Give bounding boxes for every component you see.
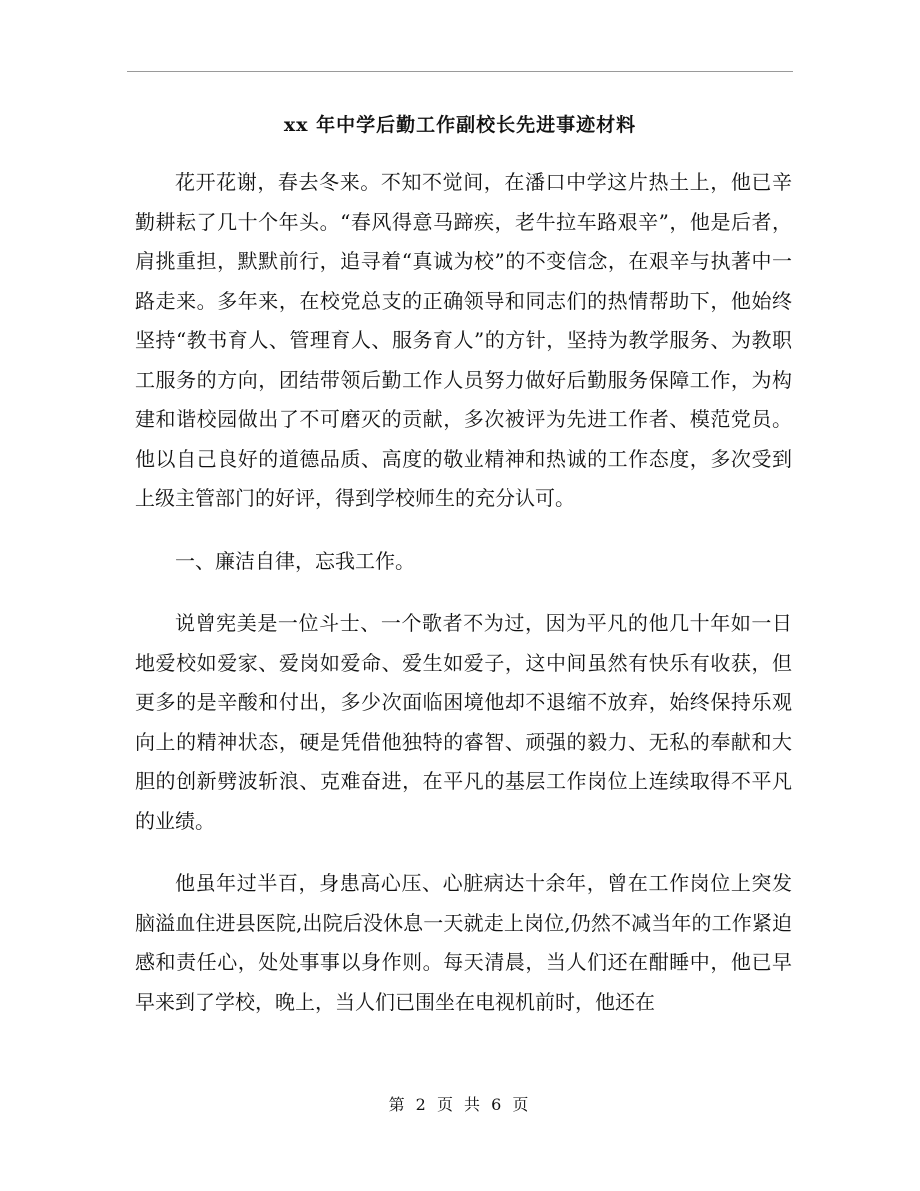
body-paragraph: 说曾宪美是一位斗士、一个歌者不为过，因为平凡的他几十年如一日地爱校如爱家、爱岗如爱命、爱生如爱子，这中间虽然有快乐有收获，但更多的是辛酸和付出，多少次面临困境他却不退缩不放弃，始终保持乐观向上的精神状态，硬是凭借他独特的睿智、顽强的毅力、无私的奉献和大胆的创新劈波斩浪、克难奋进，在平凡的基层工作岗位上连续取得不平凡的业绩。 xyxy=(135,611,792,833)
body-paragraph: 花开花谢，春去冬来。不知不觉间，在潘口中学这片热土上，他已辛勤耕耘了几十个年头。“春风得意马蹄疾，老牛拉车路艰辛”，他是后者，肩挑重担，默默前行，追寻着“真诚为校”的不变信念，在艰辛与执著中一路走来。多年来，在校党总支的正确领导和同志们的热情帮助下，他始终坚持“教书育人、管理育人、服务育人”的方针，坚持为教学服务、为教职工服务的方向，团结带领后勤工作人员努力做好后勤服务保障工作，为构建和谐校园做出了不可磨灭的贡献，多次被评为先进工作者、模范党员。他以自己良好的道德品质、高度的敬业精神和热诚的工作态度，多次受到上级主管部门的好评，得到学校师生的充分认可。 xyxy=(135,170,792,510)
document-body xyxy=(135,163,792,1022)
page-number: 第 2 页 共 6 页 xyxy=(388,1095,532,1114)
document-title: xx 年中学后勤工作副校长先进事迹材料 xyxy=(283,114,637,136)
body-paragraph: 他虽年过半百，身患高心压、心脏病达十余年，曾在工作岗位上突发脑溢血住进县医院,出院后没休息一天就走上岗位,仍然不减当年的工作紧迫感和责任心，处处事事以身作则。每天清晨，当人们还在酣睡中，他已早早来到了学校，晚上，当人们已围坐在电视机前时，他还在 xyxy=(135,871,792,1014)
header-rule xyxy=(127,71,793,72)
section-heading: 一、廉洁自律，忘我工作。 xyxy=(175,548,415,573)
